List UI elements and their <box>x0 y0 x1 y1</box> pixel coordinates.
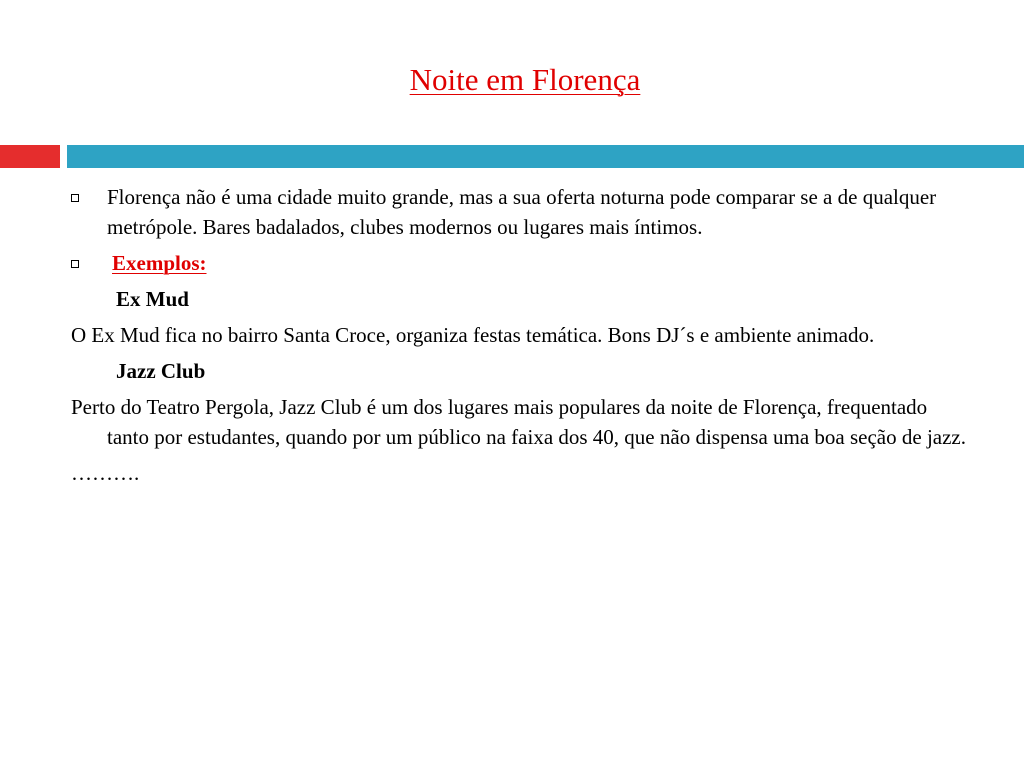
venue-description-ex-mud: O Ex Mud fica no bairro Santa Croce, organiza festas temática. Bons DJ´s e ambiente animado. <box>71 323 875 347</box>
venue-heading-jazz-club: Jazz Club <box>116 359 206 383</box>
examples-label: Exemplos: <box>112 251 207 275</box>
venue-heading-ex-mud: Ex Mud <box>116 287 189 311</box>
hollow-square-bullet-icon <box>71 194 79 202</box>
bullet-intro <box>71 182 971 242</box>
intro-text: Florença não é uma cidade muito grande, mas a sua oferta noturna pode comparar se a de qualquer metrópole. Bares badalados, clubes modernos ou lugares mais íntimos. <box>107 185 937 239</box>
slide-title: Noite em Florença <box>409 62 641 97</box>
slide-body <box>71 182 971 488</box>
bullet-examples <box>71 248 971 278</box>
hollow-square-bullet-icon <box>71 260 79 268</box>
venue-description-jazz-club: Perto do Teatro Pergola, Jazz Club é um dos lugares mais populares da noite de Florença, frequentado tanto por estudantes, quando por um público na faixa dos 40, que não dispensa uma boa seção de jazz. <box>71 395 967 449</box>
accent-bar-red <box>0 145 60 168</box>
accent-bar-blue <box>67 145 1024 168</box>
ellipsis-text: ………. <box>71 461 140 485</box>
